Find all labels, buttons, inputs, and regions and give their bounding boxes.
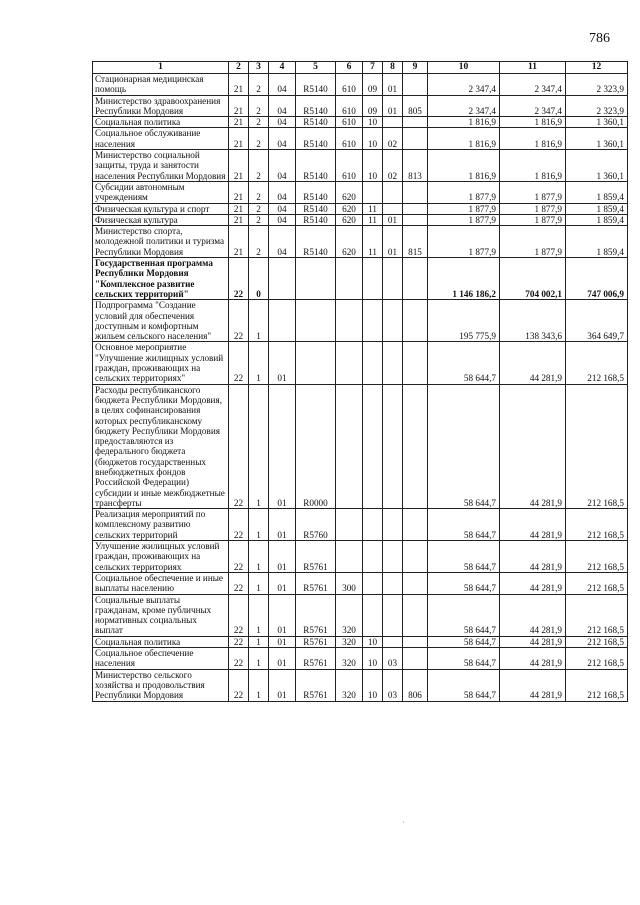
code-cell: 01 <box>269 594 296 636</box>
row-name-cell: Физическая культура <box>93 214 229 225</box>
column-header: 8 <box>383 62 403 74</box>
code-cell: 610 <box>336 150 363 182</box>
table-row <box>93 258 628 300</box>
amount-cell: 44 281,9 <box>500 342 566 384</box>
column-header: 1 <box>93 62 229 74</box>
code-cell <box>383 117 403 128</box>
code-cell <box>363 384 383 509</box>
code-cell <box>383 594 403 636</box>
code-cell: 2 <box>249 203 269 214</box>
code-cell <box>269 258 296 300</box>
code-cell: 01 <box>269 342 296 384</box>
column-header: 7 <box>363 62 383 74</box>
code-cell: 04 <box>269 128 296 150</box>
table-row <box>93 95 628 117</box>
amount-cell: 58 644,7 <box>428 648 500 670</box>
table-row <box>93 509 628 541</box>
amount-cell: 58 644,7 <box>428 541 500 573</box>
code-cell: 01 <box>269 541 296 573</box>
code-cell <box>383 300 403 342</box>
amount-cell: 1 816,9 <box>500 150 566 182</box>
code-cell: 04 <box>269 74 296 96</box>
amount-cell: 747 006,9 <box>566 258 628 300</box>
table-row <box>93 342 628 384</box>
code-cell: 21 <box>229 117 249 128</box>
code-cell: 1 <box>249 648 269 670</box>
code-cell: 22 <box>229 648 249 670</box>
amount-cell: 44 281,9 <box>500 669 566 701</box>
code-cell: 620 <box>336 203 363 214</box>
amount-cell: 58 644,7 <box>428 669 500 701</box>
row-name-cell: Министерство социальной защиты, труда и занятости населения Республики Мордовия <box>93 150 229 182</box>
row-name-cell: Социальное обслуживание населения <box>93 128 229 150</box>
code-cell <box>403 214 428 225</box>
code-cell: 10 <box>363 117 383 128</box>
amount-cell: 58 644,7 <box>428 636 500 647</box>
row-name-cell: Социальное обеспечение и иные выплаты населению <box>93 572 229 594</box>
code-cell <box>403 648 428 670</box>
amount-cell: 1 877,9 <box>428 203 500 214</box>
row-name-cell: Социальное обеспечение населения <box>93 648 229 670</box>
code-cell: R5761 <box>296 648 336 670</box>
code-cell: 01 <box>383 214 403 225</box>
code-cell: 2 <box>249 117 269 128</box>
column-header: 3 <box>249 62 269 74</box>
column-header: 4 <box>269 62 296 74</box>
amount-cell: 2 347,4 <box>428 74 500 96</box>
code-cell: R5140 <box>296 226 336 258</box>
amount-cell: 212 168,5 <box>566 669 628 701</box>
code-cell <box>403 572 428 594</box>
table-row <box>93 150 628 182</box>
code-cell <box>336 384 363 509</box>
code-cell <box>403 636 428 647</box>
code-cell: 2 <box>249 181 269 203</box>
amount-cell: 58 644,7 <box>428 342 500 384</box>
code-cell: 21 <box>229 74 249 96</box>
code-cell: 21 <box>229 150 249 182</box>
code-cell: 2 <box>249 150 269 182</box>
code-cell <box>383 384 403 509</box>
amount-cell: 212 168,5 <box>566 541 628 573</box>
amount-cell: 1 146 186,2 <box>428 258 500 300</box>
code-cell: 01 <box>269 636 296 647</box>
code-cell: R5760 <box>296 509 336 541</box>
code-cell <box>363 541 383 573</box>
amount-cell: 212 168,5 <box>566 342 628 384</box>
code-cell: R5140 <box>296 203 336 214</box>
code-cell: 10 <box>363 150 383 182</box>
code-cell: 04 <box>269 95 296 117</box>
row-name-cell: Министерство здравоохранения Республики Мордовия <box>93 95 229 117</box>
code-cell <box>383 342 403 384</box>
code-cell: 22 <box>229 572 249 594</box>
amount-cell: 1 816,9 <box>500 117 566 128</box>
code-cell <box>403 300 428 342</box>
code-cell <box>383 572 403 594</box>
code-cell: R0000 <box>296 384 336 509</box>
code-cell <box>383 258 403 300</box>
code-cell: 22 <box>229 300 249 342</box>
code-cell: 1 <box>249 669 269 701</box>
amount-cell: 1 360,1 <box>566 117 628 128</box>
code-cell: 04 <box>269 226 296 258</box>
amount-cell: 58 644,7 <box>428 572 500 594</box>
code-cell: R5140 <box>296 181 336 203</box>
code-cell <box>363 300 383 342</box>
code-cell <box>403 74 428 96</box>
code-cell: 22 <box>229 541 249 573</box>
column-header: 6 <box>336 62 363 74</box>
amount-cell: 1 859,4 <box>566 203 628 214</box>
amount-cell: 1 877,9 <box>428 214 500 225</box>
code-cell: 21 <box>229 128 249 150</box>
code-cell: 320 <box>336 669 363 701</box>
amount-cell: 1 816,9 <box>428 117 500 128</box>
code-cell: 21 <box>229 226 249 258</box>
amount-cell: 44 281,9 <box>500 541 566 573</box>
code-cell <box>403 594 428 636</box>
code-cell: 806 <box>403 669 428 701</box>
code-cell: 02 <box>383 150 403 182</box>
amount-cell: 1 877,9 <box>500 214 566 225</box>
table-row <box>93 226 628 258</box>
header-row <box>93 62 628 74</box>
amount-cell: 2 347,4 <box>500 74 566 96</box>
table-row <box>93 74 628 96</box>
row-name-cell: Улучшение жилищных условий граждан, проживающих на сельских территориях <box>93 541 229 573</box>
code-cell <box>296 258 336 300</box>
amount-cell: 44 281,9 <box>500 648 566 670</box>
code-cell: 04 <box>269 181 296 203</box>
amount-cell: 1 816,9 <box>500 128 566 150</box>
amount-cell: 704 002,1 <box>500 258 566 300</box>
row-name-cell: Министерство спорта, молодежной политики и туризма Республики Мордовия <box>93 226 229 258</box>
code-cell <box>296 300 336 342</box>
code-cell: 01 <box>269 648 296 670</box>
amount-cell: 2 347,4 <box>500 95 566 117</box>
code-cell: R5761 <box>296 636 336 647</box>
code-cell: 2 <box>249 95 269 117</box>
code-cell: 610 <box>336 74 363 96</box>
row-name-cell: Физическая культура и спорт <box>93 203 229 214</box>
column-header: 5 <box>296 62 336 74</box>
amount-cell: 44 281,9 <box>500 636 566 647</box>
amount-cell: 212 168,5 <box>566 384 628 509</box>
row-name-cell: Стационарная медицинская помощь <box>93 74 229 96</box>
code-cell <box>383 636 403 647</box>
code-cell: 01 <box>269 669 296 701</box>
code-cell: 09 <box>363 95 383 117</box>
row-name-cell: Субсидии автономным учреждениям <box>93 181 229 203</box>
table-row <box>93 117 628 128</box>
amount-cell: 58 644,7 <box>428 594 500 636</box>
amount-cell: 58 644,7 <box>428 384 500 509</box>
amount-cell: 1 877,9 <box>500 226 566 258</box>
code-cell <box>336 300 363 342</box>
amount-cell: 138 343,6 <box>500 300 566 342</box>
amount-cell: 44 281,9 <box>500 594 566 636</box>
code-cell: 11 <box>363 214 383 225</box>
code-cell: 2 <box>249 214 269 225</box>
code-cell: 815 <box>403 226 428 258</box>
code-cell: 610 <box>336 117 363 128</box>
row-name-cell: Расходы республиканского бюджета Республики Мордовия, в целях софинансирования которых республиканскому бюджету Республики Мордовия предоставляются из федерального бюджета (бюджетов государственных внебюджетных фондов Российской Федерации) субсидии и иные межбюджетные трансферты <box>93 384 229 509</box>
code-cell: 1 <box>249 636 269 647</box>
amount-cell: 212 168,5 <box>566 572 628 594</box>
scan-speck: · <box>402 818 405 827</box>
code-cell: 10 <box>363 669 383 701</box>
code-cell: 22 <box>229 258 249 300</box>
page-number: 786 <box>589 31 610 46</box>
table-body <box>93 74 628 702</box>
code-cell: 10 <box>363 636 383 647</box>
code-cell: R5140 <box>296 128 336 150</box>
code-cell: 04 <box>269 117 296 128</box>
code-cell: 2 <box>249 74 269 96</box>
amount-cell: 1 360,1 <box>566 128 628 150</box>
code-cell <box>403 509 428 541</box>
table-row <box>93 572 628 594</box>
code-cell: 320 <box>336 594 363 636</box>
code-cell <box>363 509 383 541</box>
code-cell: 01 <box>269 572 296 594</box>
code-cell: R5140 <box>296 117 336 128</box>
table-row <box>93 594 628 636</box>
code-cell <box>363 572 383 594</box>
code-cell: 0 <box>249 258 269 300</box>
column-header: 12 <box>566 62 628 74</box>
code-cell: 22 <box>229 384 249 509</box>
amount-cell: 1 360,1 <box>566 150 628 182</box>
code-cell: R5761 <box>296 669 336 701</box>
code-cell <box>403 384 428 509</box>
code-cell: 09 <box>363 74 383 96</box>
code-cell <box>363 342 383 384</box>
amount-cell: 212 168,5 <box>566 648 628 670</box>
column-header: 10 <box>428 62 500 74</box>
amount-cell: 195 775,9 <box>428 300 500 342</box>
code-cell <box>296 342 336 384</box>
code-cell: 1 <box>249 594 269 636</box>
code-cell: 1 <box>249 572 269 594</box>
table-row <box>93 181 628 203</box>
code-cell: R5140 <box>296 214 336 225</box>
code-cell: 805 <box>403 95 428 117</box>
amount-cell: 1 877,9 <box>500 203 566 214</box>
code-cell: 1 <box>249 342 269 384</box>
row-name-cell: Социальные выплаты гражданам, кроме публичных нормативных социальных выплат <box>93 594 229 636</box>
code-cell <box>336 342 363 384</box>
amount-cell: 2 347,4 <box>428 95 500 117</box>
table-row <box>93 636 628 647</box>
code-cell: R5140 <box>296 74 336 96</box>
code-cell <box>336 509 363 541</box>
code-cell: 01 <box>383 226 403 258</box>
amount-cell: 44 281,9 <box>500 384 566 509</box>
column-header: 2 <box>229 62 249 74</box>
code-cell: 01 <box>383 95 403 117</box>
code-cell: 11 <box>363 203 383 214</box>
code-cell: 1 <box>249 384 269 509</box>
amount-cell: 1 859,4 <box>566 214 628 225</box>
code-cell: 620 <box>336 181 363 203</box>
code-cell: R5761 <box>296 541 336 573</box>
table-row <box>93 384 628 509</box>
code-cell: 04 <box>269 150 296 182</box>
code-cell: 2 <box>249 128 269 150</box>
code-cell: R5761 <box>296 594 336 636</box>
code-cell: 610 <box>336 95 363 117</box>
code-cell: 620 <box>336 226 363 258</box>
code-cell: 01 <box>269 384 296 509</box>
amount-cell: 1 859,4 <box>566 181 628 203</box>
code-cell: 21 <box>229 203 249 214</box>
code-cell <box>403 342 428 384</box>
amount-cell: 1 859,4 <box>566 226 628 258</box>
code-cell <box>336 541 363 573</box>
code-cell: R5140 <box>296 150 336 182</box>
code-cell: 22 <box>229 636 249 647</box>
row-name-cell: Государственная программа Республики Мордовия "Комплексное развитие сельских территорий" <box>93 258 229 300</box>
code-cell: 21 <box>229 214 249 225</box>
code-cell: 03 <box>383 669 403 701</box>
amount-cell: 58 644,7 <box>428 509 500 541</box>
row-name-cell: Подпрограмма "Создание условий для обеспечения доступным и комфортным жильем сельского населения" <box>93 300 229 342</box>
code-cell <box>403 117 428 128</box>
amount-cell: 212 168,5 <box>566 636 628 647</box>
code-cell <box>363 181 383 203</box>
amount-cell: 44 281,9 <box>500 572 566 594</box>
code-cell: 620 <box>336 214 363 225</box>
code-cell: 1 <box>249 541 269 573</box>
code-cell: 03 <box>383 648 403 670</box>
code-cell <box>403 258 428 300</box>
code-cell: 320 <box>336 636 363 647</box>
row-name-cell: Реализация мероприятий по комплексному развитию сельских территорий <box>93 509 229 541</box>
budget-table <box>92 61 628 702</box>
amount-cell: 2 323,9 <box>566 74 628 96</box>
amount-cell: 364 649,7 <box>566 300 628 342</box>
code-cell <box>363 258 383 300</box>
code-cell <box>383 509 403 541</box>
code-cell: 813 <box>403 150 428 182</box>
code-cell <box>383 203 403 214</box>
code-cell: 320 <box>336 648 363 670</box>
code-cell <box>336 258 363 300</box>
code-cell: 1 <box>249 509 269 541</box>
code-cell: 1 <box>249 300 269 342</box>
table-row <box>93 648 628 670</box>
code-cell: R5140 <box>296 95 336 117</box>
amount-cell: 44 281,9 <box>500 509 566 541</box>
column-header: 11 <box>500 62 566 74</box>
code-cell <box>383 541 403 573</box>
amount-cell: 2 323,9 <box>566 95 628 117</box>
code-cell: 01 <box>383 74 403 96</box>
code-cell: 300 <box>336 572 363 594</box>
row-name-cell: Социальная политика <box>93 117 229 128</box>
code-cell: 2 <box>249 226 269 258</box>
amount-cell: 1 877,9 <box>428 181 500 203</box>
table-row <box>93 203 628 214</box>
code-cell: 22 <box>229 509 249 541</box>
table-row <box>93 541 628 573</box>
code-cell <box>403 541 428 573</box>
row-name-cell: Министерство сельского хозяйства и продовольствия Республики Мордовия <box>93 669 229 701</box>
code-cell: 21 <box>229 181 249 203</box>
code-cell: 21 <box>229 95 249 117</box>
table-row <box>93 669 628 701</box>
code-cell: 01 <box>269 509 296 541</box>
code-cell: 22 <box>229 594 249 636</box>
amount-cell: 212 168,5 <box>566 594 628 636</box>
code-cell: 02 <box>383 128 403 150</box>
code-cell: R5761 <box>296 572 336 594</box>
code-cell: 04 <box>269 214 296 225</box>
column-header: 9 <box>403 62 428 74</box>
code-cell: 22 <box>229 669 249 701</box>
amount-cell: 1 877,9 <box>428 226 500 258</box>
code-cell: 10 <box>363 128 383 150</box>
amount-cell: 1 877,9 <box>500 181 566 203</box>
code-cell <box>363 594 383 636</box>
row-name-cell: Основное мероприятие "Улучшение жилищных условий граждан, проживающих на сельских территориях" <box>93 342 229 384</box>
code-cell <box>383 181 403 203</box>
table-row <box>93 300 628 342</box>
table-row <box>93 128 628 150</box>
code-cell <box>403 128 428 150</box>
code-cell: 04 <box>269 203 296 214</box>
table-row <box>93 214 628 225</box>
code-cell: 10 <box>363 648 383 670</box>
amount-cell: 212 168,5 <box>566 509 628 541</box>
code-cell <box>403 181 428 203</box>
amount-cell: 1 816,9 <box>428 150 500 182</box>
amount-cell: 1 816,9 <box>428 128 500 150</box>
code-cell <box>269 300 296 342</box>
code-cell: 22 <box>229 342 249 384</box>
code-cell: 11 <box>363 226 383 258</box>
code-cell <box>403 203 428 214</box>
code-cell: 610 <box>336 128 363 150</box>
row-name-cell: Социальная политика <box>93 636 229 647</box>
